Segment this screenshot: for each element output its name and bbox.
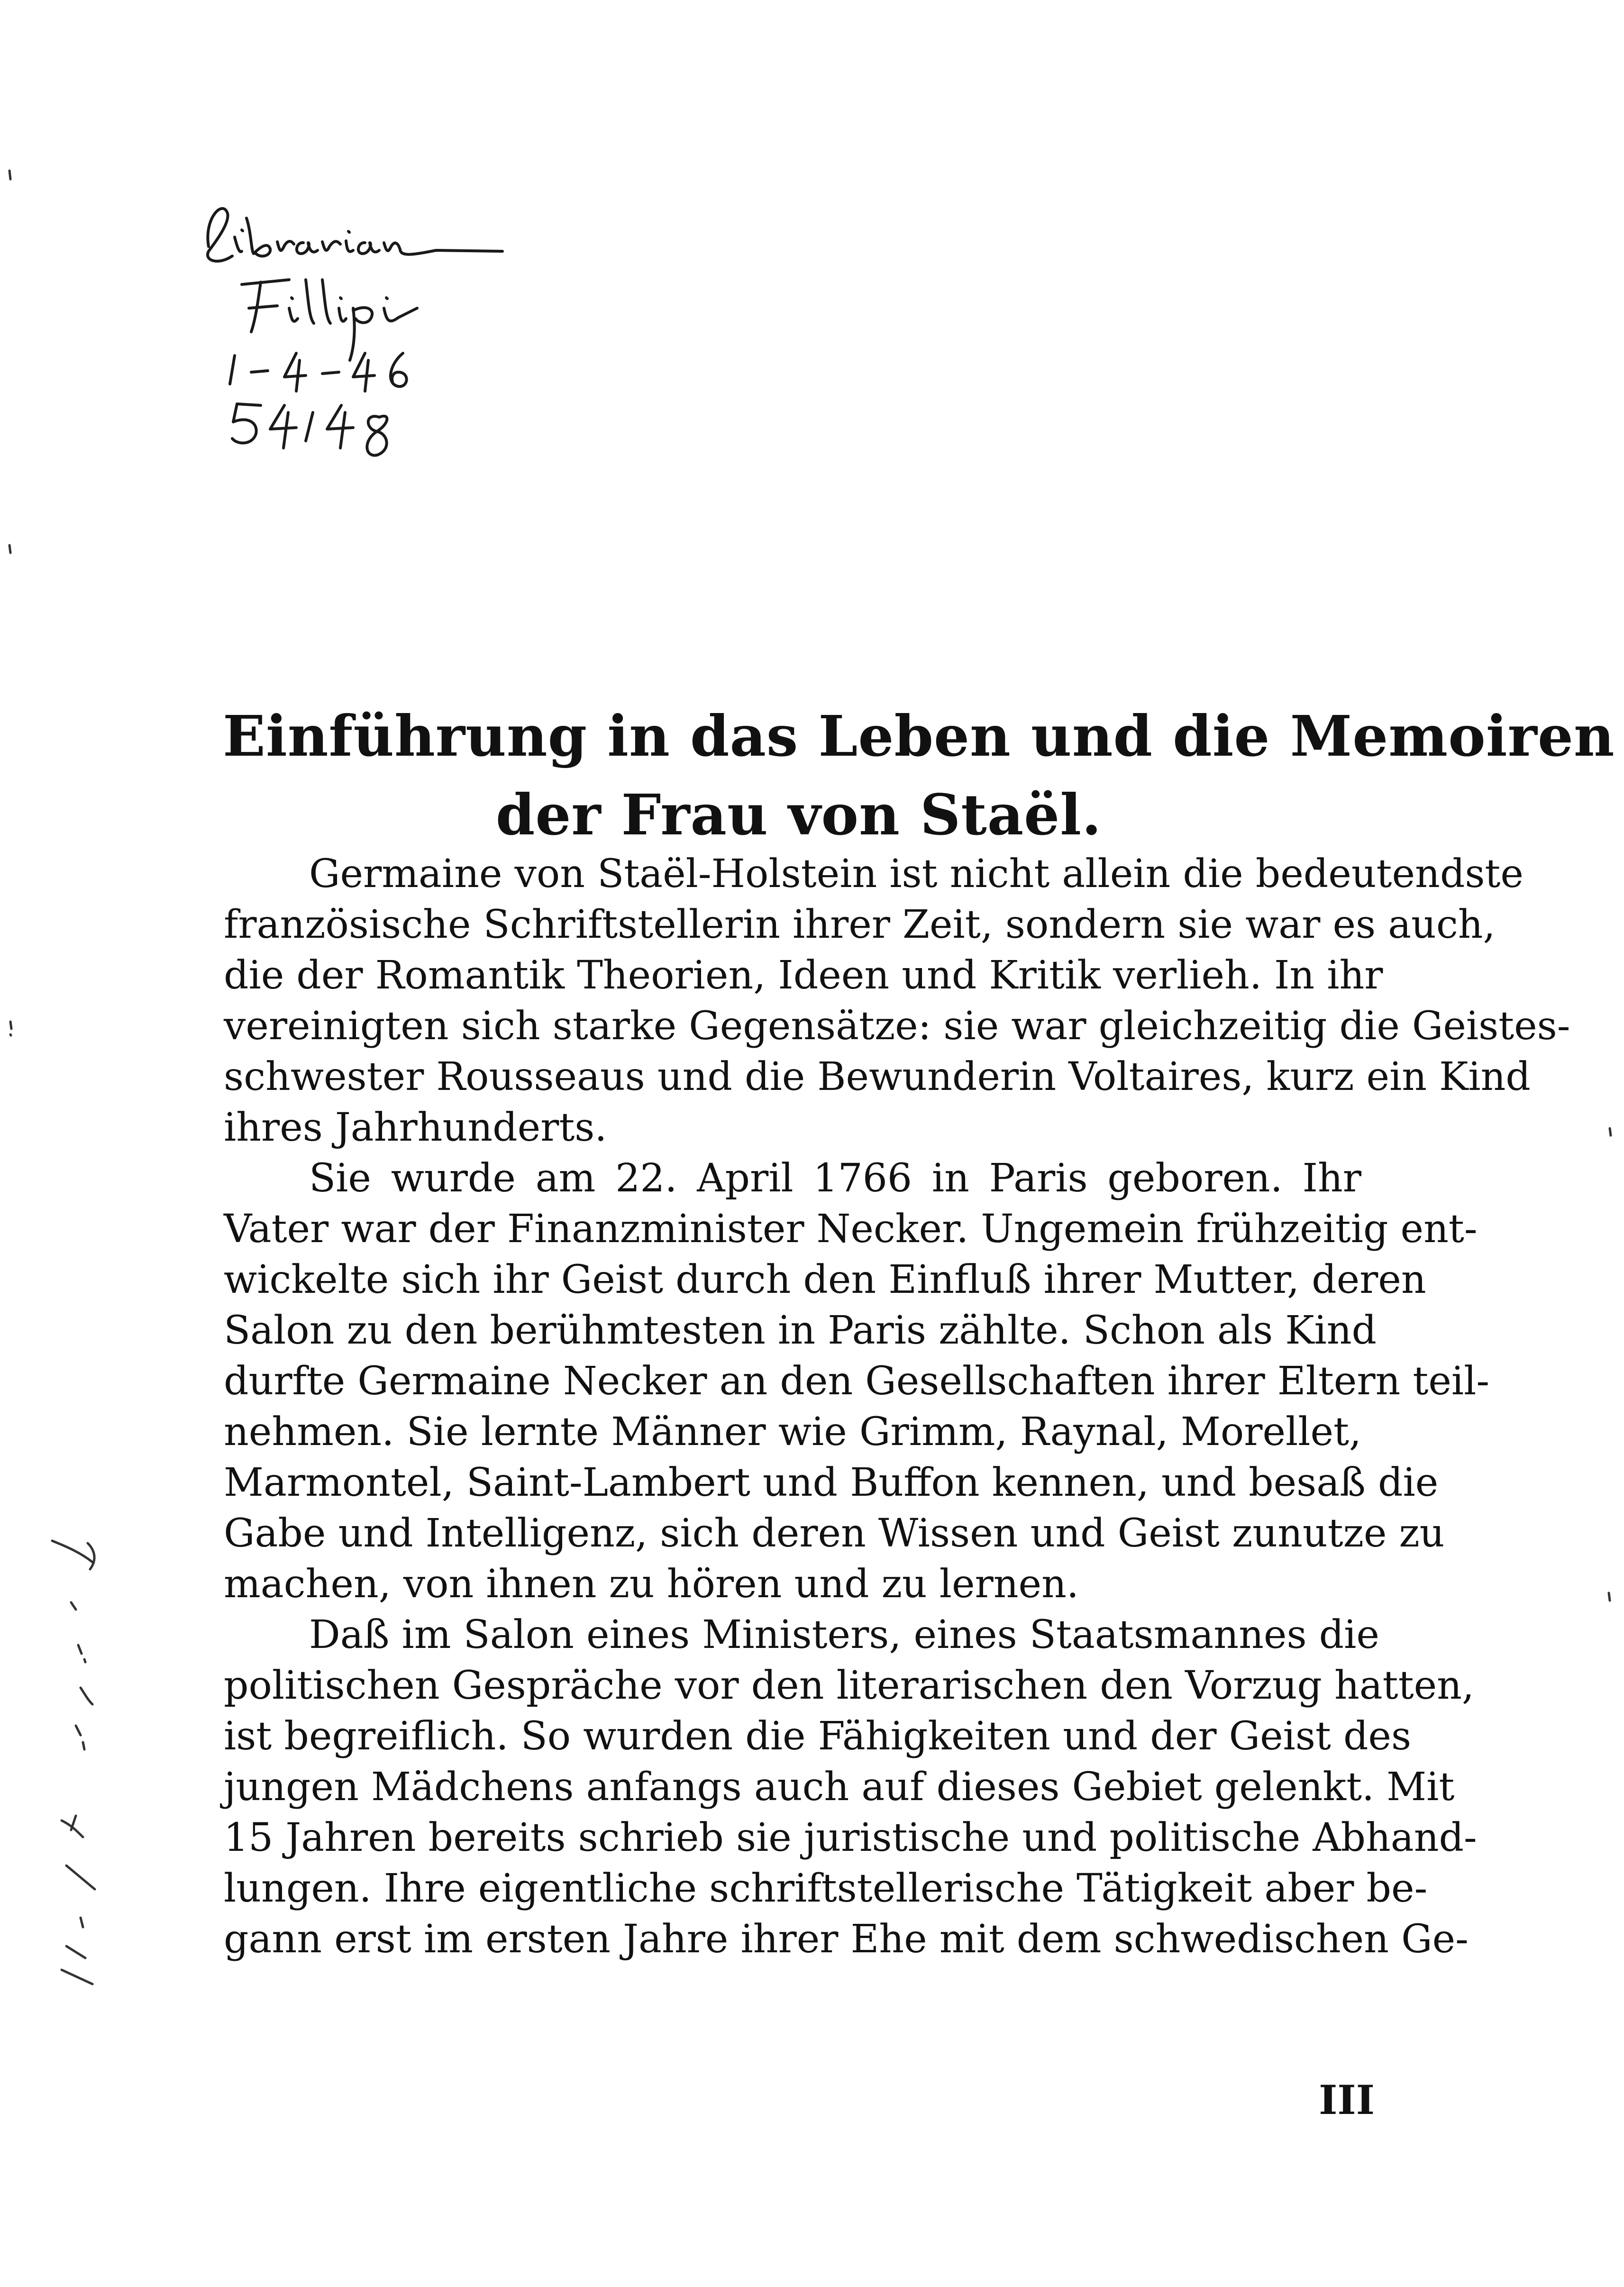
text-line: französische Schriftstellerin ihrer Zeit, sondern sie war es auch, — [224, 902, 1496, 947]
text-line: Salon zu den berühmtesten in Paris zählte. Schon als Kind — [224, 1308, 1377, 1353]
text-line: politischen Gespräche vor den literarischen den Vorzug hatten, — [224, 1663, 1474, 1708]
paragraph-3 — [224, 1610, 1477, 1965]
text-line: Gabe und Intelligenz, sich deren Wissen und Geist zunutze zu — [224, 1511, 1445, 1556]
text-line: machen, von ihnen zu hören und zu lernen. — [224, 1562, 1079, 1607]
text-line: lungen. Ihre eigentliche schriftstellerische Tätigkeit aber be- — [224, 1866, 1428, 1911]
text-line: die der Romantik Theorien, Ideen und Kritik verlieh. In ihr — [224, 953, 1383, 998]
text-line: Vater war der Finanzminister Necker. Ungemein frühzeitig ent- — [224, 1207, 1478, 1252]
page-number: III — [1319, 2077, 1375, 2123]
handwritten-library-note — [190, 190, 540, 474]
chapter-title-line-1: Einführung in das Leben und die Memoiren — [223, 703, 1615, 769]
chapter-title-line-2: der Frau von Staël. — [495, 782, 1102, 848]
paragraph-2 — [224, 1153, 1490, 1610]
text-line: vereinigten sich starke Gegensätze: sie war gleichzeitig die Geistes- — [224, 1004, 1570, 1049]
text-line: wickelte sich ihr Geist durch den Einfluß ihrer Mutter, deren — [224, 1257, 1426, 1302]
text-line: schwester Rousseaus und die Bewunderin Voltaires, kurz ein Kind — [224, 1054, 1531, 1099]
text-line: 15 Jahren bereits schrieb sie juristische und politische Abhand- — [224, 1815, 1477, 1860]
text-line: jungen Mädchens anfangs auch auf dieses Gebiet gelenkt. Mit — [224, 1765, 1455, 1810]
text-line: Daß im Salon eines Ministers, eines Staatsmannes die — [309, 1612, 1379, 1657]
text-line: ist begreiflich. So wurden die Fähigkeiten und der Geist des — [224, 1714, 1412, 1759]
text-line: durfte Germaine Necker an den Gesellschaften ihrer Eltern teil- — [224, 1359, 1490, 1404]
paragraph-1 — [224, 849, 1570, 1153]
text-line: Germaine von Staël-Holstein ist nicht allein die bedeutendste — [309, 851, 1524, 897]
chapter-title — [223, 697, 1615, 854]
text-line: Marmontel, Saint-Lambert und Buffon kennen, und besaß die — [224, 1460, 1439, 1505]
body-text — [224, 849, 1570, 1965]
text-line: gann erst im ersten Jahre ihrer Ehe mit dem schwedischen Ge- — [224, 1917, 1469, 1962]
text-line: Sie wurde am 22. April 1766 in Paris geboren. Ihr — [309, 1156, 1361, 1201]
text-line: ihres Jahrhunderts. — [224, 1105, 607, 1150]
handwriting-drawing — [190, 190, 540, 474]
text-line: nehmen. Sie lernte Männer wie Grimm, Raynal, Morellet, — [224, 1409, 1361, 1455]
